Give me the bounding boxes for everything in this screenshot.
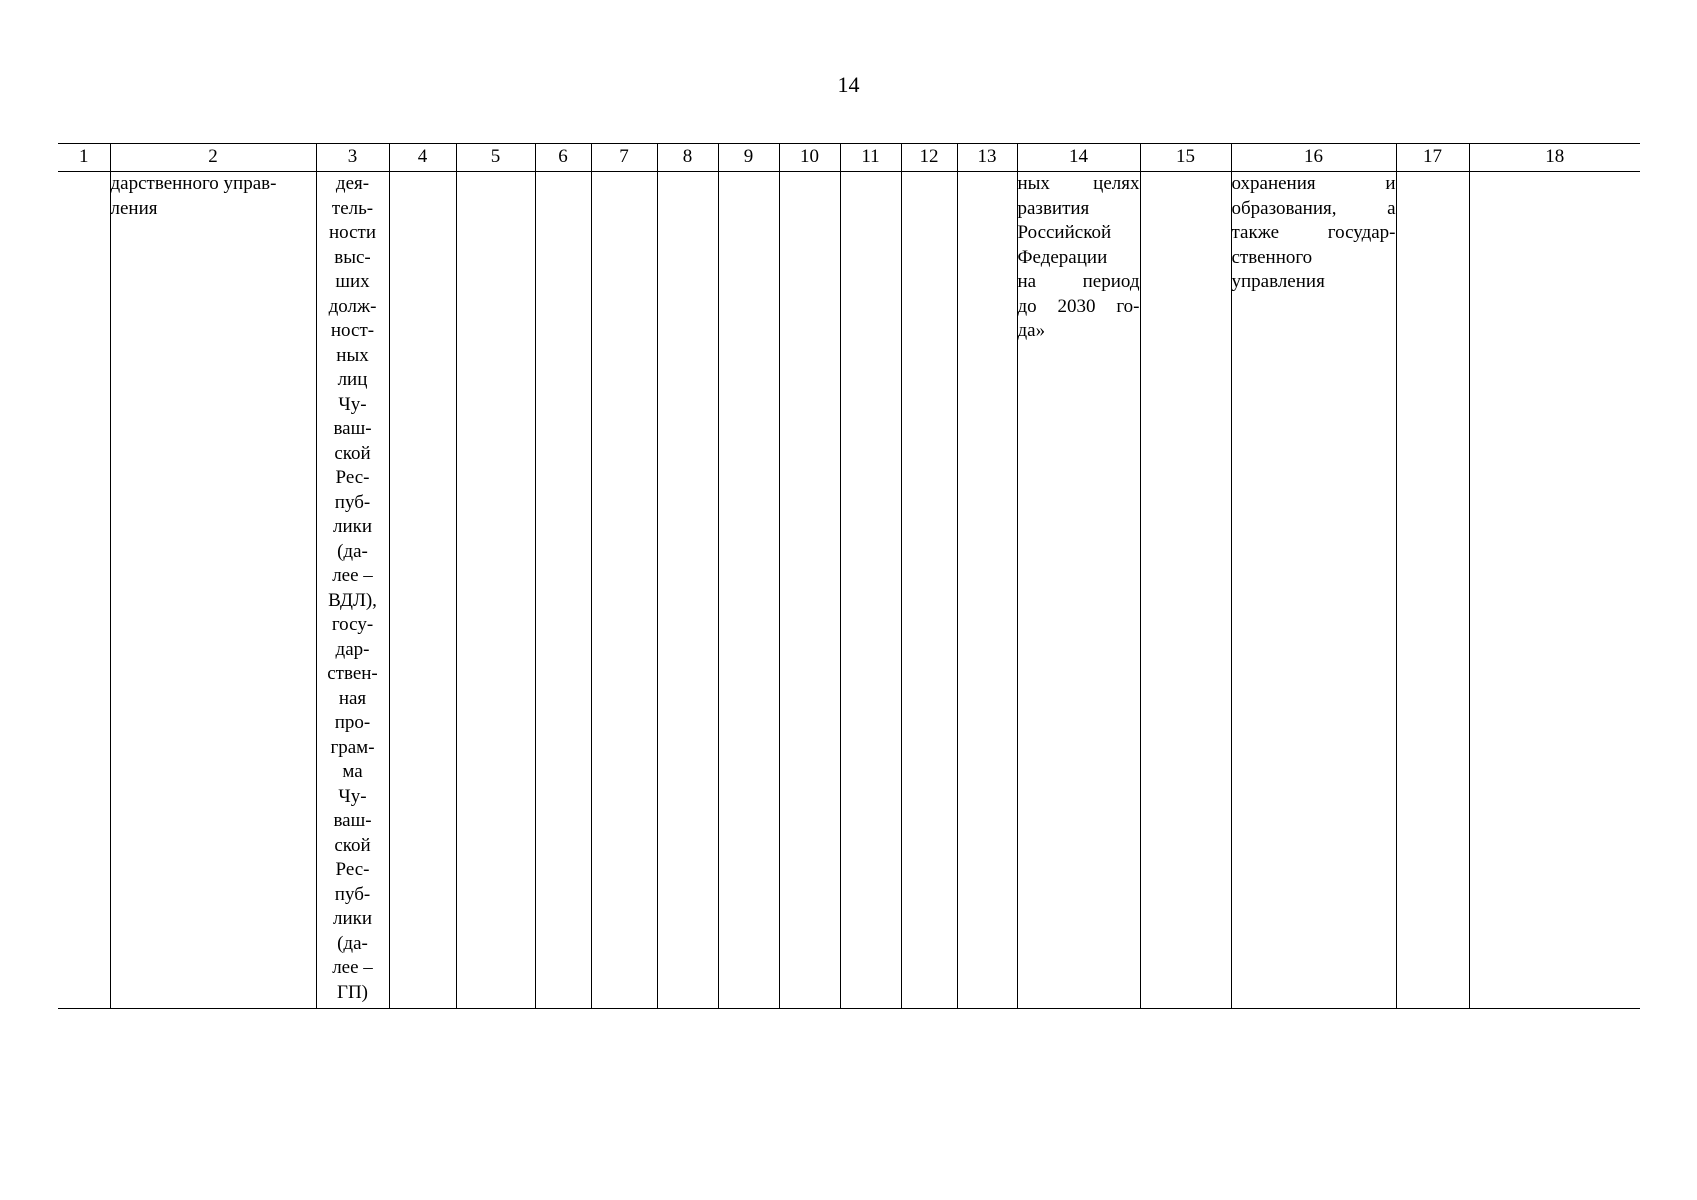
column-header: 6 (535, 144, 591, 172)
cell-text-line: лики (332, 516, 373, 537)
column-header: 3 (316, 144, 389, 172)
cell-col-17 (1396, 172, 1469, 1009)
cell-text-line: ГП) (336, 981, 369, 1003)
cell-text-line: ных (336, 344, 369, 366)
cell-text-line: на период (1017, 271, 1140, 292)
page-number: 14 (837, 72, 860, 97)
cell-text-line: выс- (334, 246, 371, 268)
cell-text-line: ших (335, 271, 370, 292)
cell-text-line: охранения и (1231, 173, 1396, 194)
cell-col-18 (1469, 172, 1640, 1009)
cell-text-line: ВДЛ), (328, 589, 377, 611)
cell-col-3 (316, 172, 389, 1009)
cell-text-line: лее – (332, 957, 373, 978)
cell-text-line: ная (338, 687, 367, 709)
cell-col-10 (779, 172, 840, 1009)
cell-col-5 (456, 172, 535, 1009)
column-header: 12 (901, 144, 957, 172)
cell-text-line: образования, а (1231, 197, 1396, 219)
table-row (58, 172, 1640, 1009)
cell-text-line: да» (1017, 320, 1046, 341)
column-header: 2 (110, 144, 316, 172)
cell-text-line: Федерации (1017, 246, 1108, 268)
cell-col-9 (718, 172, 779, 1009)
cell-text-line: дар- (335, 638, 370, 660)
cell-text-line: ления (110, 197, 158, 219)
cell-col-14 (1017, 172, 1140, 1009)
cell-col-8 (657, 172, 718, 1009)
cell-text-line: госу- (331, 614, 374, 635)
column-header: 11 (840, 144, 901, 172)
column-header: 18 (1469, 144, 1640, 172)
cell-text-line: развития (1017, 197, 1090, 219)
cell-text-line: управления (1231, 271, 1325, 292)
cell-text-line: пуб- (334, 491, 371, 513)
cell-text-line: Российской (1017, 222, 1112, 243)
cell-text-line: дея- (335, 173, 370, 194)
column-header: 4 (389, 144, 456, 172)
column-header: 8 (657, 144, 718, 172)
cell-text-line: Чу- (338, 393, 367, 415)
cell-text-line: (да- (337, 932, 368, 954)
cell-text-line: долж- (328, 295, 377, 317)
cell-col-12 (901, 172, 957, 1009)
cell-text-line: ственного (1231, 246, 1313, 268)
cell-text-line: ма (342, 761, 363, 782)
cell-text-line: ской (334, 834, 371, 856)
cell-text-line: лиц (337, 369, 368, 390)
cell-text-line: Чу- (338, 785, 367, 807)
cell-text-line: Рес- (335, 859, 370, 880)
column-header: 1 (58, 144, 110, 172)
cell-col-15 (1140, 172, 1231, 1009)
cell-text-line: Рес- (335, 467, 370, 488)
cell-text-line: пуб- (334, 883, 371, 905)
cell-text-line: ности (328, 222, 377, 243)
cell-text-line: ваш- (333, 810, 372, 831)
cell-text-line: до 2030 го- (1017, 295, 1140, 317)
cell-col-1 (58, 172, 110, 1009)
column-header: 9 (718, 144, 779, 172)
cell-text-line: дарственного управ- (110, 173, 277, 194)
cell-text-line: ных целях (1017, 173, 1140, 194)
column-header: 17 (1396, 144, 1469, 172)
cell-text-line: ской (334, 442, 371, 464)
cell-text-line: про- (334, 712, 371, 733)
cell-col-13 (957, 172, 1017, 1009)
cell-text-line: также государ- (1231, 222, 1396, 243)
cell-col-7 (591, 172, 657, 1009)
cell-text-line: ствен- (327, 663, 378, 684)
column-header: 10 (779, 144, 840, 172)
cell-text-line: лее – (332, 565, 373, 586)
cell-col-11 (840, 172, 901, 1009)
cell-col-16 (1231, 172, 1396, 1009)
cell-col-2 (110, 172, 316, 1009)
cell-text-line: лики (332, 908, 373, 929)
cell-col-4 (389, 172, 456, 1009)
cell-text-line: ваш- (333, 418, 372, 439)
cell-col-6 (535, 172, 591, 1009)
data-table (58, 143, 1640, 1009)
cell-text-line: (да- (337, 540, 368, 562)
column-header: 14 (1017, 144, 1140, 172)
cell-text-line: ност- (330, 320, 375, 341)
column-header: 13 (957, 144, 1017, 172)
column-header: 16 (1231, 144, 1396, 172)
cell-text-line: тель- (331, 197, 374, 219)
cell-text-line: грам- (330, 736, 375, 758)
column-header: 7 (591, 144, 657, 172)
column-header: 5 (456, 144, 535, 172)
column-header: 15 (1140, 144, 1231, 172)
header-row (58, 144, 1640, 172)
